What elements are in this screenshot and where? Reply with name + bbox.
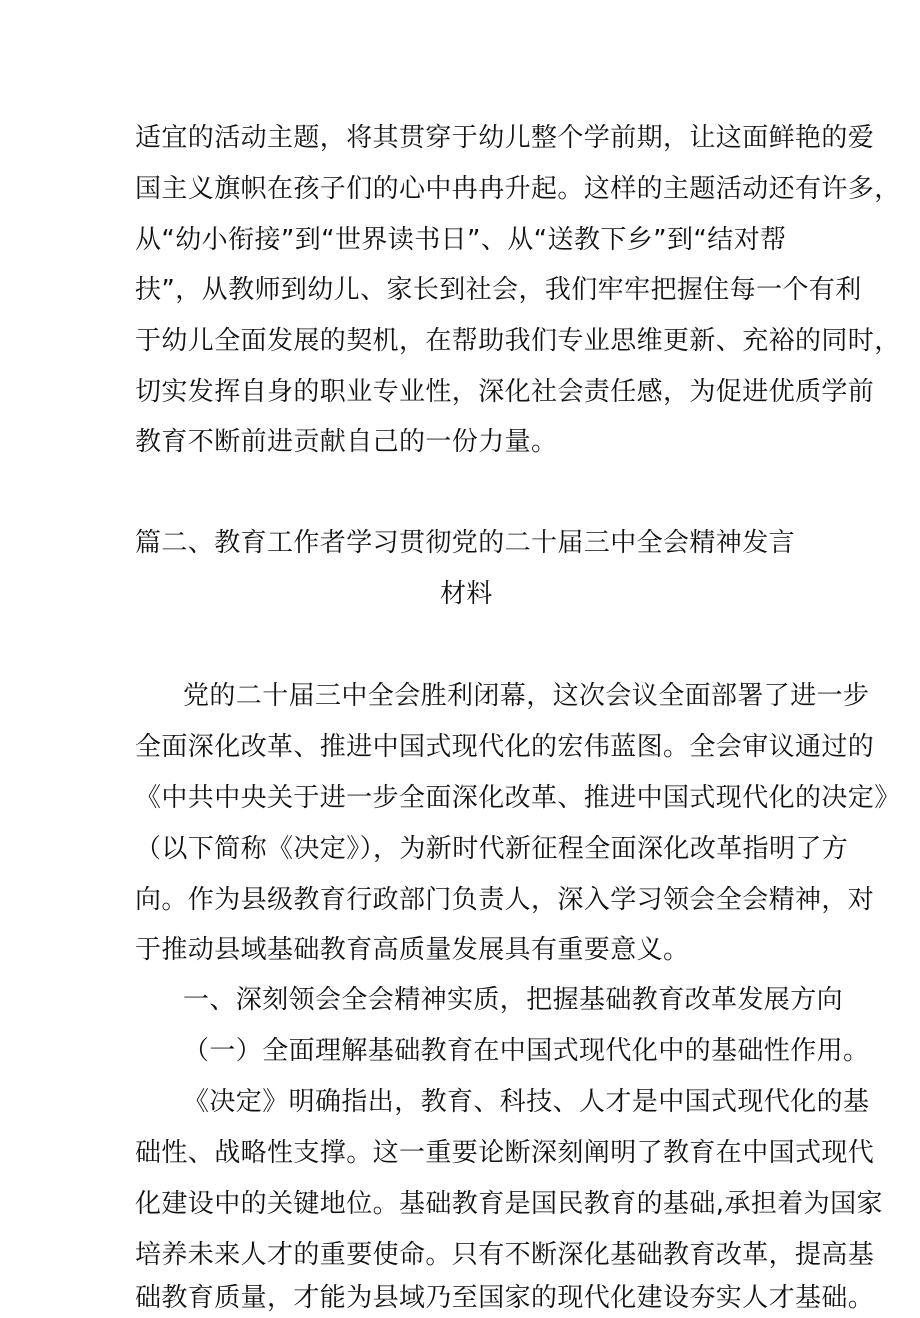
text-line-9: 全面深化改革、推进中国式现代化的宏伟蓝图。全会审议通过的 [135,732,875,762]
text-line-2: 国主义旗帜在孩子们的心中冉冉升起。这样的主题活动还有许多， [135,174,901,204]
text-line-6: 切实发挥自身的职业专业性，深化社会责任感，为促进优质学前 [135,377,875,407]
text-line-3: 从“幼小衔接”到“世界读书日”、从“送教下乡”到“结对帮 [135,225,787,255]
section-title-line-1: 篇二、教育工作者学习贯彻党的二十届三中全会精神发言 [135,528,796,558]
text-line-18: 础教育质量，才能为县域乃至国家的现代化建设夯实人才基础。 [135,1283,875,1313]
text-line-17: 培养未来人才的重要使命。只有不断深化基础教育改革，提高基 [135,1240,875,1270]
section-title-line-2: 材料 [440,579,493,609]
text-line-13: 于推动县域基础教育高质量发展具有重要意义。 [135,935,690,965]
text-line-8: 党的二十届三中全会胜利闭幕，这次会议全面部署了进一步 [183,681,870,711]
text-line-12: 向。作为县级教育行政部门负责人，深入学习领会全会精神，对 [135,885,875,915]
text-line-14: 《决定》明确指出，教育、科技、人才是中国式现代化的基 [183,1087,870,1117]
text-line-7: 教育不断前进贡献自己的一份力量。 [135,427,558,457]
text-line-1: 适宜的活动主题，将其贯穿于幼儿整个学前期，让这面鲜艳的爱 [135,123,875,153]
text-line-11: （以下简称《决定》），为新时代新征程全面深化改革指明了方 [135,834,849,864]
text-line-5: 于幼儿全面发展的契机，在帮助我们专业思维更新、充裕的同时， [135,326,901,356]
text-line-16: 化建设中的关键地位。基础教育是国民教育的基础,承担着为国家 [135,1189,883,1219]
text-line-4: 扶”，从教师到幼儿、家长到社会，我们牢牢把握住每一个有利 [135,275,862,305]
heading-line: 一、深刻领会全会精神实质，把握基础教育改革发展方向 [183,985,844,1015]
text-line-15: 础性、战略性支撑。这一重要论断深刻阐明了教育在中国式现代 [135,1138,875,1168]
subheading-line: （一）全面理解基础教育在中国式现代化中的基础性作用。 [183,1036,870,1066]
text-line-10: 《中共中央关于进一步全面深化改革、推进中国式现代化的决定》 [135,783,901,813]
